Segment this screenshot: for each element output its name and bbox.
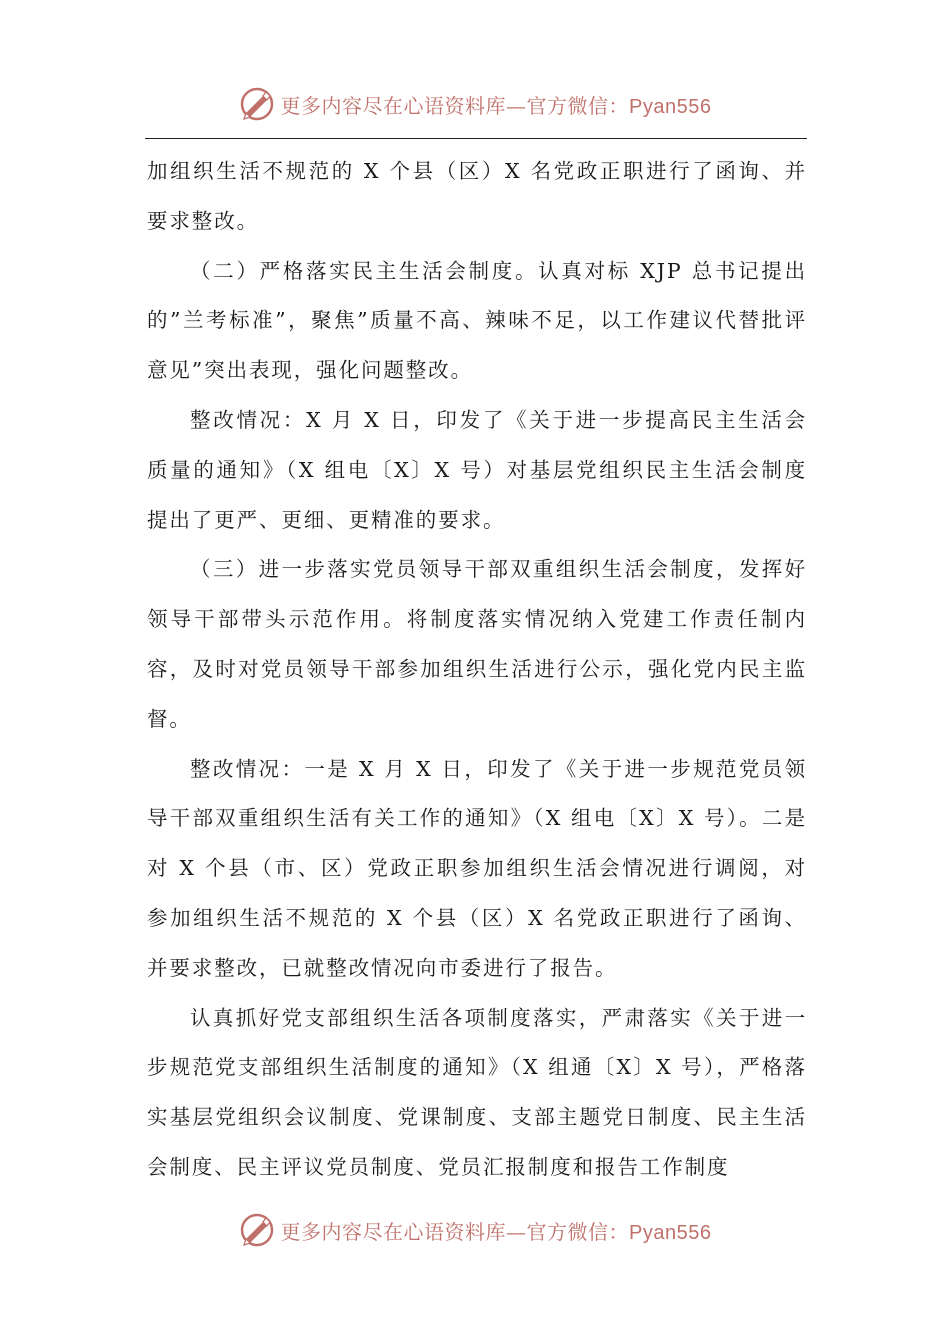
paragraph-rectification-3: 整改情况：一是 X 月 X 日，印发了《关于进一步规范党员领导干部双重组织生活有关工作的通知》（X 组电〔X〕X 号）。二是对 X 个县（市、区）党政正职参加组织生活会情况进行调阅，对参加组织生活不规范的 X 个县（区）X 名党政正职进行了函询、并要求整改，已就整改情况向市委进行了报告。 xyxy=(147,756,807,980)
pen-logo-icon xyxy=(239,1212,275,1248)
footer-banner-wechat-id: Pyan556 xyxy=(629,1221,712,1244)
footer-banner-text xyxy=(281,1216,712,1245)
header-banner-text xyxy=(281,90,712,119)
paragraph-section-2: （二）严格落实民主生活会制度。认真对标 XJP 总书记提出的”兰考标准”，聚焦”质量不高、辣味不足，以工作建议代替批评意见”突出表现，强化问题整改。 xyxy=(147,258,807,383)
header-divider xyxy=(145,138,807,139)
paragraph-section-3: （三）进一步落实党员领导干部双重组织生活会制度，发挥好领导干部带头示范作用。将制度落实情况纳入党建工作责任制内容，及时对党员领导干部参加组织生活进行公示，强化党内民主监督。 xyxy=(147,557,807,731)
pen-logo-icon xyxy=(239,86,275,122)
footer-watermark-banner xyxy=(0,1208,950,1252)
document-body xyxy=(147,147,807,1193)
header-banner-main: 更多内容尽在心语资料库—官方微信： xyxy=(280,93,630,118)
paragraph-branch-system: 认真抓好党支部组织生活各项制度落实，严肃落实《关于进一步规范党支部组织生活制度的通知》（X 组通〔X〕X 号），严格落实基层党组织会议制度、党课制度、支部主题党日制度、民主生活会制度、民主评议党员制度、党员汇报制度和报告工作制度 xyxy=(147,1005,807,1179)
header-banner-wechat-id: Pyan556 xyxy=(629,95,712,118)
header-watermark-banner xyxy=(0,82,950,126)
paragraph-rectification-2: 整改情况：X 月 X 日，印发了《关于进一步提高民主生活会质量的通知》（X 组电〔X〕X 号）对基层党组织民主生活会制度提出了更严、更细、更精准的要求。 xyxy=(147,407,807,532)
paragraph-continuation: 加组织生活不规范的 X 个县（区）X 名党政正职进行了函询、并要求整改。 xyxy=(147,159,807,233)
footer-banner-main: 更多内容尽在心语资料库—官方微信： xyxy=(280,1219,630,1244)
